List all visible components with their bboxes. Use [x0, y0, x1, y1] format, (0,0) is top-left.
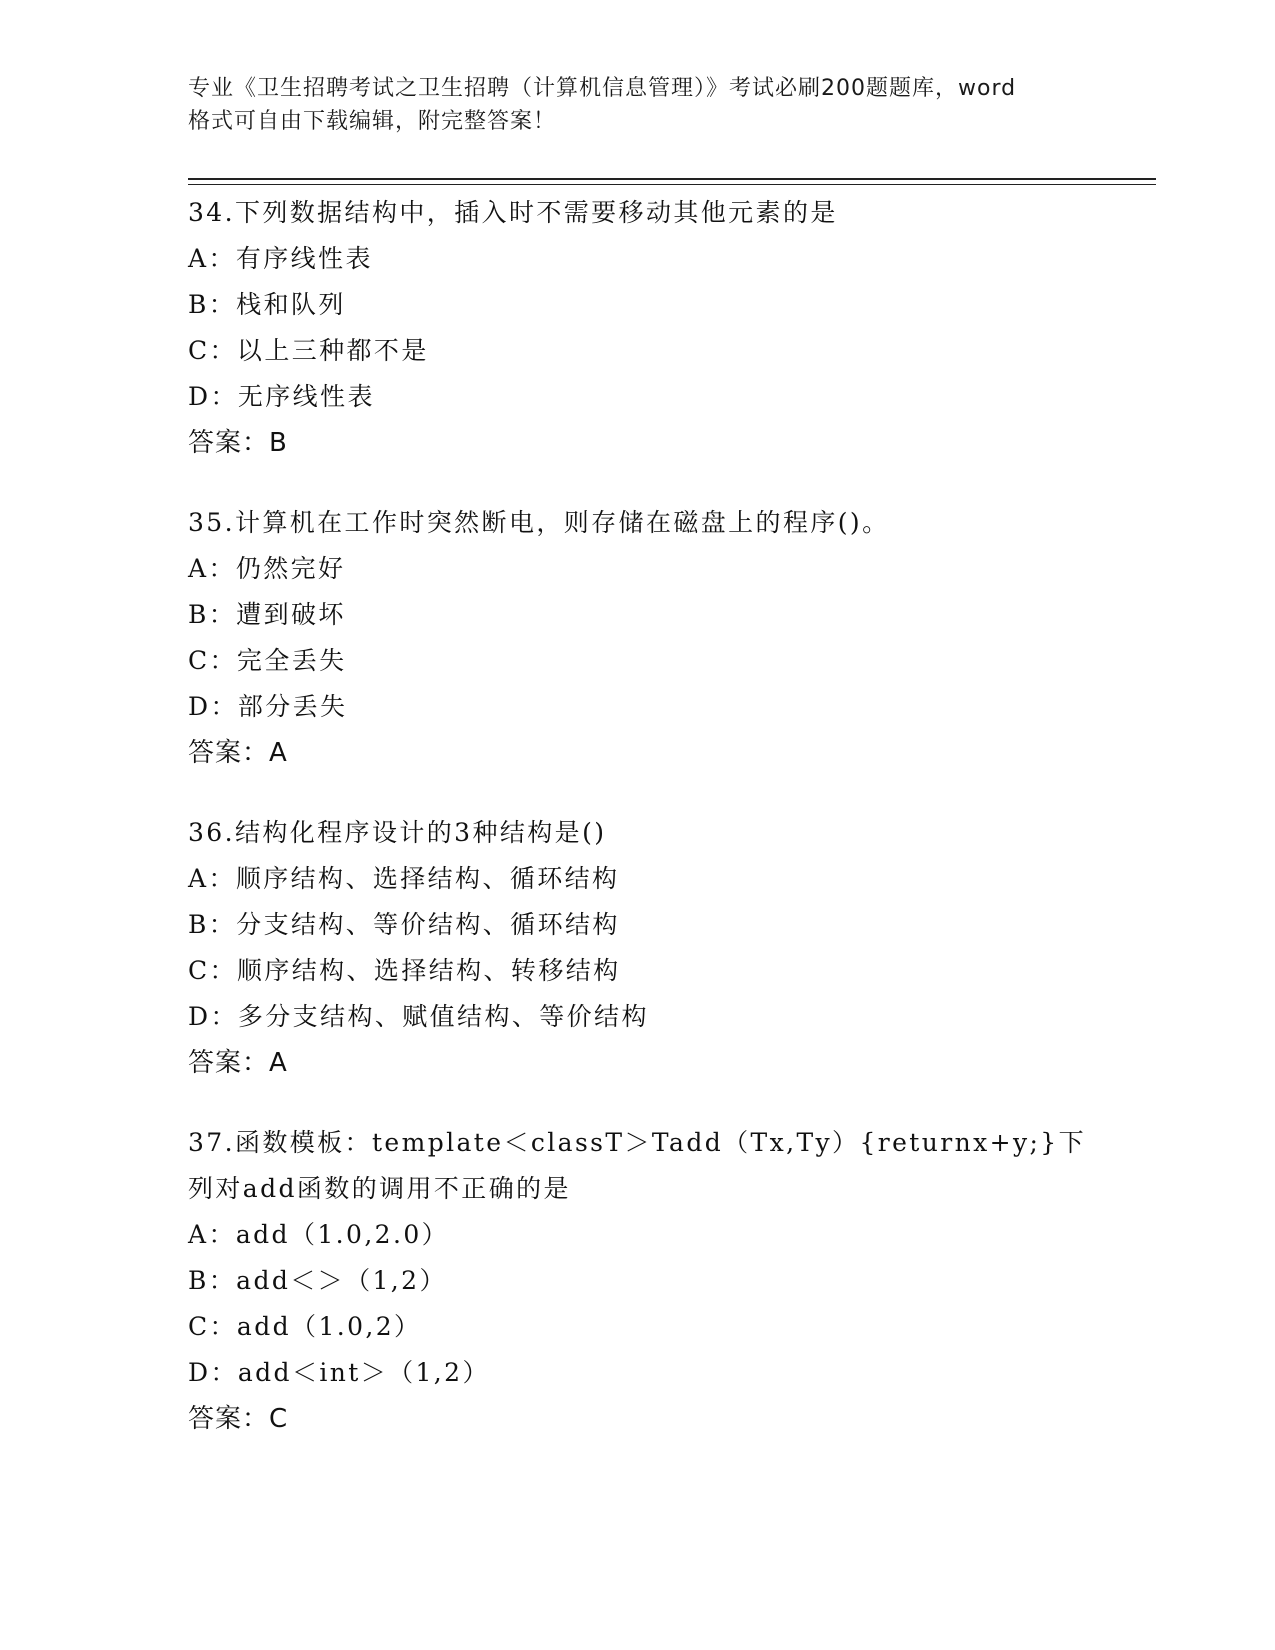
option-b: B：add＜＞（1,2）: [188, 1266, 447, 1295]
question-34: [188, 190, 1148, 466]
option-c: C：顺序结构、选择结构、转移结构: [188, 956, 621, 985]
question-35: [188, 500, 1148, 776]
option-a: A：顺序结构、选择结构、循环结构: [188, 864, 620, 893]
answer-label: 答案：A: [188, 1048, 288, 1078]
answer-label: 答案：B: [188, 428, 288, 458]
answer-label: 答案：A: [188, 738, 288, 768]
header-divider-thin: [188, 184, 1156, 185]
option-b: B：遭到破坏: [188, 600, 346, 629]
document-header: [188, 72, 1088, 138]
header-divider-thick: [188, 178, 1156, 180]
option-b: B：分支结构、等价结构、循环结构: [188, 910, 620, 939]
option-a: A：有序线性表: [188, 244, 373, 273]
option-d: D：add＜int＞（1,2）: [188, 1358, 490, 1387]
option-a: A：add（1.0,2.0）: [188, 1220, 450, 1249]
option-d: D：无序线性表: [188, 382, 375, 411]
option-a: A：仍然完好: [188, 554, 346, 583]
option-d: D：部分丢失: [188, 692, 348, 721]
question-stem: 37.函数模板：template＜classT＞Tadd（Tx,Ty）{returnx+y;}下列对add函数的调用不正确的是: [188, 1128, 1087, 1203]
question-stem: 35.计算机在工作时突然断电，则存储在磁盘上的程序()。: [188, 508, 890, 537]
question-37: [188, 1120, 1148, 1442]
question-list: [188, 190, 1148, 1476]
question-stem: 36.结构化程序设计的3种结构是(): [188, 818, 607, 847]
question-36: [188, 810, 1148, 1086]
header-title-line-2: 格式可自由下载编辑，附完整答案！: [188, 109, 557, 134]
question-stem: 34.下列数据结构中，插入时不需要移动其他元素的是: [188, 198, 838, 227]
option-c: C：add（1.0,2）: [188, 1312, 422, 1341]
header-title-line-1: 专业《卫生招聘考试之卫生招聘（计算机信息管理）》考试必刷200题题库，word: [188, 76, 1017, 101]
option-c: C：完全丢失: [188, 646, 347, 675]
option-d: D：多分支结构、赋值结构、等价结构: [188, 1002, 649, 1031]
option-b: B：栈和队列: [188, 290, 346, 319]
option-c: C：以上三种都不是: [188, 336, 429, 365]
answer-label: 答案：C: [188, 1404, 289, 1434]
